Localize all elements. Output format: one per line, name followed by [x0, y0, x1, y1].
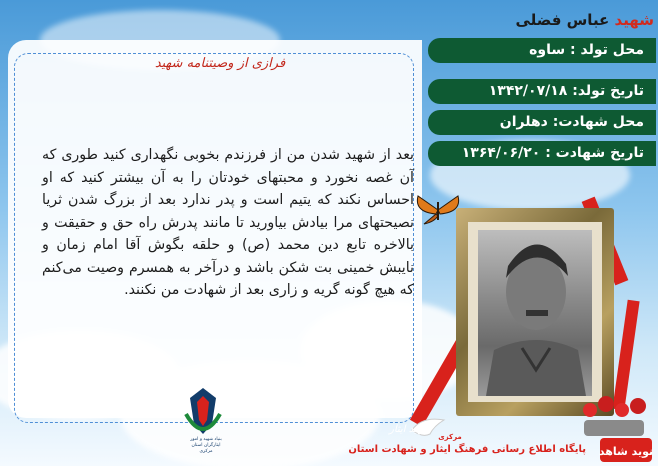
info-birth-date: تاریخ تولد: ۱۳۴۲/۰۷/۱۸ — [428, 79, 656, 104]
name-value: عباس فضلی — [515, 11, 610, 29]
martyr-portrait — [478, 230, 592, 396]
martyr-name — [440, 8, 654, 32]
will-text: بعد از شهید شدن من از فرزندم بخوبی نگهداری کنید طوری که آن غصه نخورد و محبتهای خودتان را به آن بیشتر کنید که او احساس نکند که یتیم است و پدر ندارد بعد از بزرگ شدن ثریا نصیحتهای مرا بیادش بیاورید تا مانند پدرش راه حق و حقیقت و بالاخره تابع دین محمد (ص) و حلقه بگوش آقا امام زمان و نایبش خمینی بت شکن باشد و درآخر به همسرم وصیت می‌کنم که هیچ گونه گریه و زاری بعد از شهادت من نکنند. — [42, 147, 414, 298]
signature: شهید ایثار — [389, 424, 430, 435]
footer-title: پایگاه اطلاع رسانی فرهنگ ایثار و شهادت استان — [348, 444, 586, 455]
info-birth-place: محل تولد : ساوه — [428, 38, 656, 63]
name-label: شهید — [614, 11, 654, 29]
info-martyrdom-place: محل شهادت: دهلران — [428, 110, 656, 135]
tulips-decoration — [576, 390, 652, 438]
footer-province: مرکزی — [438, 433, 462, 441]
butterfly-icon — [414, 192, 462, 228]
navid-shahed-logo-text: نوید شاهد — [598, 445, 654, 458]
section-title: فرازی از وصیتنامه شهید — [154, 56, 286, 71]
organization-logo-text: بنیاد شهید و امور ایثارگران استان مرکزی — [190, 437, 222, 454]
info-martyrdom-date: تاریخ شهادت : ۱۳۶۴/۰۶/۲۰ — [428, 141, 656, 166]
navid-shahed-logo — [598, 436, 654, 464]
